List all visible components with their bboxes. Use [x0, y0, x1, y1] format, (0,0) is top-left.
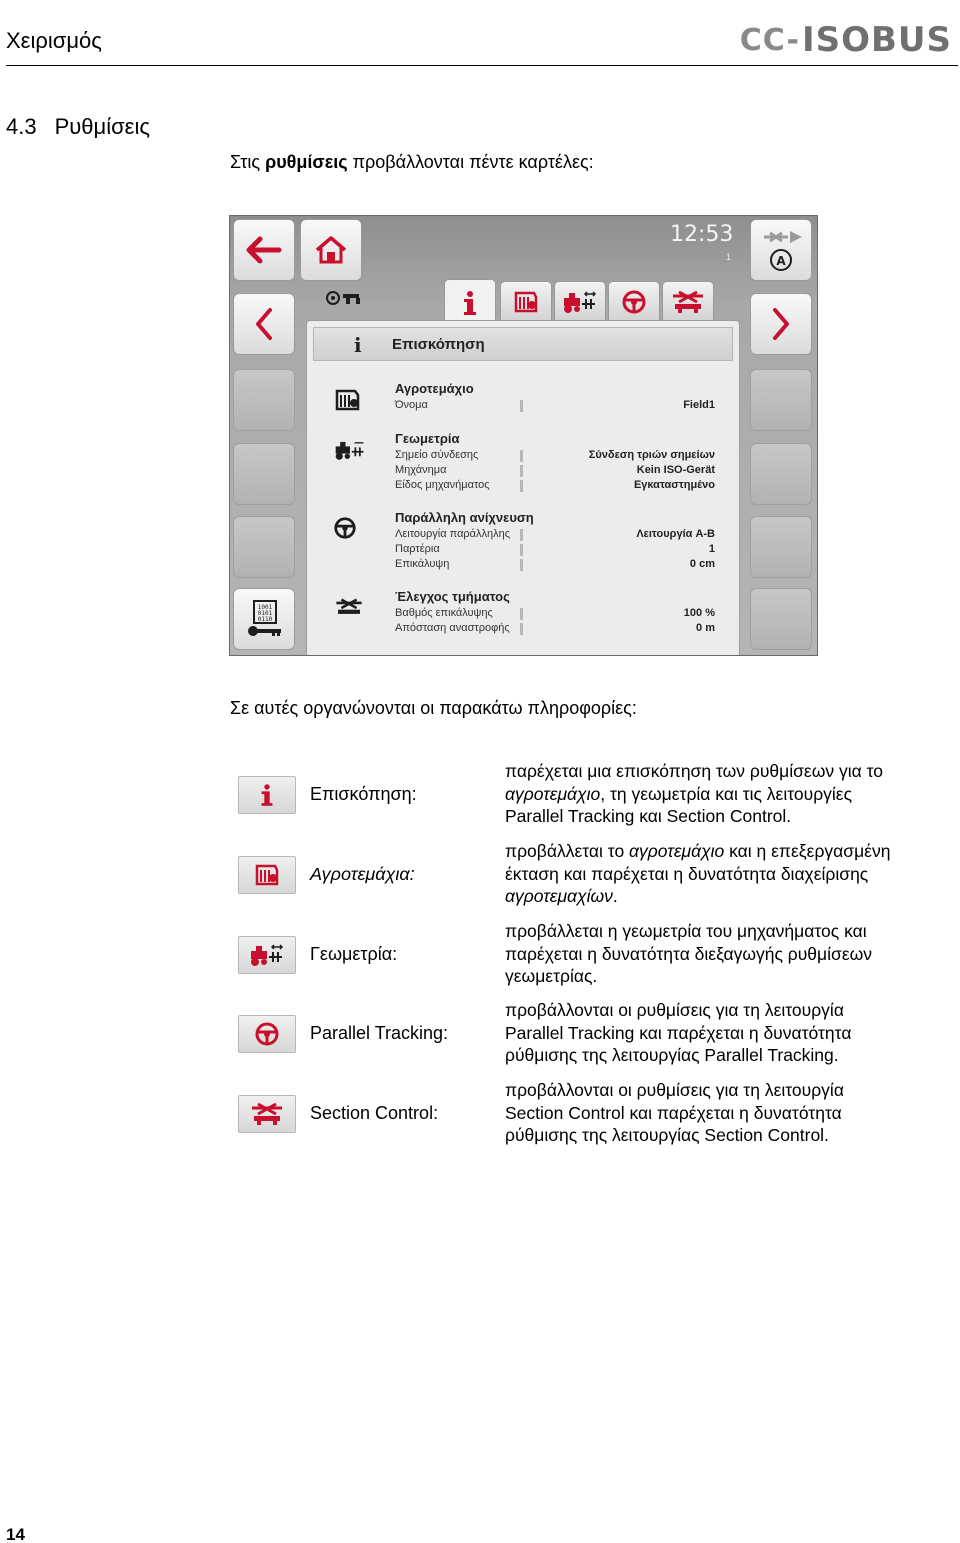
clock: 12:53 [670, 222, 734, 247]
definition-term: Parallel Tracking: [310, 1023, 449, 1043]
definition-term: Γεωμετρία: [310, 944, 398, 964]
svg-text:A: A [776, 254, 786, 268]
tab-parallel-tracking[interactable] [608, 281, 660, 323]
tab-section-control[interactable] [662, 281, 714, 323]
back-button[interactable] [233, 219, 295, 281]
definition-description: παρέχεται μια επισκόπηση των ρυθμίσεων για το αγροτεμάχιο, τη γεωμετρία και τις λειτουργίες Parallel Tracking και Section Control. [505, 761, 884, 826]
clock-sub: 1 [726, 252, 732, 262]
info-icon [460, 290, 480, 316]
section-control-icon [669, 290, 707, 314]
home-button[interactable] [300, 219, 362, 281]
tab-overview[interactable] [444, 279, 496, 325]
steering-wheel-icon [333, 516, 357, 540]
svg-text:0110: 0110 [257, 616, 273, 623]
group-title: Παράλληλη ανίχνευση [395, 510, 534, 525]
definition-description: προβάλλεται το αγροτεμάχιο και η επεξεργασμένη έκταση και παρέχεται η δυνατότητα διαχείρισης αγροτεμαχίων. [505, 841, 891, 906]
empty-softkey-3 [233, 516, 295, 578]
tab-geometry[interactable] [554, 281, 606, 323]
section-heading [6, 114, 150, 140]
data-key-icon [244, 599, 284, 639]
page-number: 14 [6, 1525, 25, 1543]
section-control-icon [333, 595, 365, 621]
chevron-left-icon [254, 307, 274, 341]
data-key-button[interactable] [233, 588, 295, 650]
group-title: Αγροτεμάχιο [395, 381, 474, 396]
group-row: Σημείο σύνδεσης Σύνδεση τριών σημείων [395, 449, 715, 461]
empty-softkey-1 [233, 369, 295, 431]
svg-text:0101: 0101 [257, 610, 273, 617]
field-icon [333, 387, 363, 413]
definition-term: Section Control: [310, 1103, 439, 1123]
group-row: Είδος μηχανήματος Εγκαταστημένο [395, 479, 715, 491]
empty-softkey-6 [750, 516, 812, 578]
section-status-button[interactable] [750, 219, 812, 281]
section-status-icon [758, 227, 804, 273]
svg-text:1001: 1001 [257, 604, 273, 611]
page-header [6, 20, 958, 66]
steering-wheel-icon [238, 1015, 296, 1053]
info-icon [238, 776, 296, 814]
overview-panel [306, 320, 740, 656]
section-control-icon [238, 1095, 296, 1133]
geometry-icon [333, 437, 367, 463]
definition-term: Επισκόπηση: [310, 784, 417, 804]
field-icon [512, 289, 540, 315]
empty-softkey-5 [750, 443, 812, 505]
back-arrow-icon [246, 236, 282, 264]
group-title: Έλεγχος τμήματος [395, 589, 510, 604]
scroll-right-button[interactable] [750, 293, 812, 355]
isobus-logo: CC- ISOBUS [739, 20, 952, 60]
home-icon [314, 235, 348, 265]
empty-softkey-2 [233, 443, 295, 505]
group-row: Απόσταση αναστροφής 0 m [395, 622, 715, 634]
header-title: Χειρισμός [6, 28, 102, 53]
section-title: Ρυθμίσεις [54, 114, 150, 139]
panel-title: Επισκόπηση [392, 336, 485, 353]
geometry-icon [238, 936, 296, 974]
tab-fields[interactable] [500, 281, 552, 323]
terminal-screen [229, 215, 818, 656]
subheading: Σε αυτές οργανώνονται οι παρακάτω πληροφορίες: [230, 698, 637, 718]
steering-wheel-icon [621, 289, 647, 315]
intro-text: Στις ρυθμίσεις προβάλλονται πέντε καρτέλες: [230, 152, 594, 172]
empty-softkey-4 [750, 369, 812, 431]
definition-description: προβάλλεται η γεωμετρία του μηχανήματος και παρέχεται η δυνατότητα διεξαγωγής ρυθμίσεων γεωμετρίας. [505, 921, 873, 986]
steering-section-mini-icon [326, 290, 366, 306]
panel-header [313, 327, 733, 361]
group-row: Λειτουργία παράλληλης Λειτουργία A-B [395, 528, 715, 540]
group-row: Επικάλυψη 0 cm [395, 558, 715, 570]
scroll-left-button[interactable] [233, 293, 295, 355]
definition-term: Αγροτεμάχια: [310, 864, 415, 884]
definition-description: προβάλλονται οι ρυθμίσεις για τη λειτουργία Parallel Tracking και παρέχεται η δυνατότητα ρύθμισης της λειτουργίας Parallel Tracking. [505, 1000, 852, 1065]
field-icon [238, 856, 296, 894]
group-row: Όνομα Field1 [395, 399, 715, 411]
group-row: Μηχάνημα Kein ISO-Gerät [395, 464, 715, 476]
definition-description: προβάλλονται οι ρυθμίσεις για τη λειτουργία Section Control και παρέχεται η δυνατότητα ρύθμισης της λειτουργίας Section Control. [505, 1080, 844, 1145]
group-row: Παρτέρια 1 [395, 543, 715, 555]
geometry-icon [561, 290, 599, 314]
group-row: Βαθμός επικάλυψης 100 % [395, 607, 715, 619]
empty-softkey-7 [750, 588, 812, 650]
chevron-right-icon [771, 307, 791, 341]
group-title: Γεωμετρία [395, 431, 460, 446]
info-small-icon: i [354, 333, 362, 357]
section-number: 4.3 [6, 114, 37, 139]
app-status-icons [326, 290, 366, 310]
